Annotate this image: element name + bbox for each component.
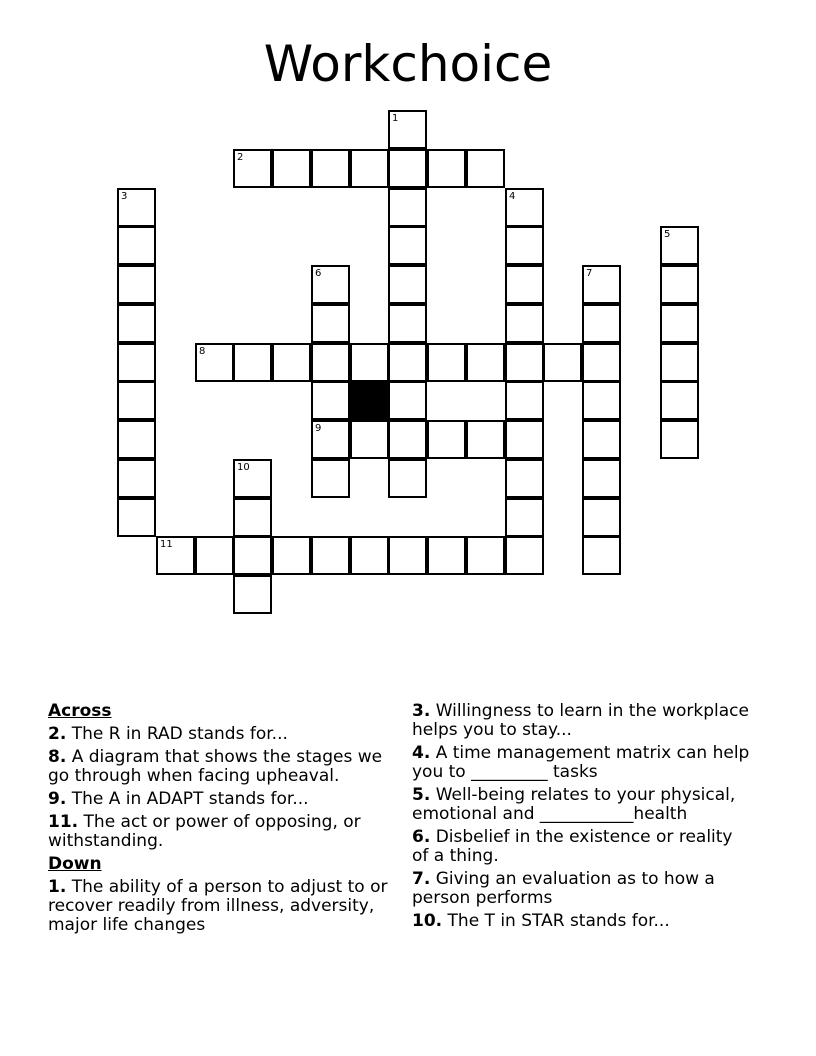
grid-cell[interactable] — [505, 420, 544, 459]
clue-number: 3. — [412, 701, 431, 721]
grid-cell[interactable] — [505, 343, 544, 382]
grid-cell[interactable] — [660, 420, 699, 459]
grid-cell[interactable] — [350, 149, 389, 188]
grid-cell[interactable] — [582, 265, 621, 304]
clues-column-right — [412, 702, 752, 935]
grid-cell[interactable] — [388, 420, 427, 459]
clue-text: Giving an evaluation as to how a person performs — [412, 869, 715, 908]
grid-cell[interactable] — [466, 343, 505, 382]
clue-number: 11. — [48, 812, 79, 832]
grid-cell[interactable] — [311, 149, 350, 188]
grid-cell[interactable] — [156, 536, 195, 575]
grid-cell[interactable] — [117, 226, 156, 265]
grid-cell[interactable] — [466, 149, 505, 188]
grid-cell[interactable] — [582, 304, 621, 343]
clue-text: Willingness to learn in the workplace helps you to stay... — [412, 701, 749, 740]
clue-text: The T in STAR stands for... — [442, 911, 670, 931]
grid-cell[interactable] — [388, 536, 427, 575]
grid-cell[interactable] — [427, 420, 466, 459]
grid-cell[interactable] — [466, 420, 505, 459]
grid-cell[interactable] — [505, 226, 544, 265]
grid-cell[interactable] — [272, 149, 311, 188]
grid-cell[interactable] — [582, 498, 621, 537]
clue-text: Well-being relates to your physical, emotional and ___________health — [412, 785, 736, 824]
grid-cell[interactable] — [505, 536, 544, 575]
grid-cell[interactable] — [195, 536, 234, 575]
clue-across-8 — [48, 748, 388, 786]
grid-cell[interactable] — [117, 304, 156, 343]
grid-cell[interactable] — [505, 381, 544, 420]
grid-cell[interactable] — [582, 420, 621, 459]
grid-cell[interactable] — [233, 575, 272, 614]
grid-cell[interactable] — [505, 188, 544, 227]
grid-cell[interactable] — [388, 459, 427, 498]
grid-cell[interactable] — [505, 265, 544, 304]
grid-cell[interactable] — [660, 226, 699, 265]
grid-cell[interactable] — [233, 149, 272, 188]
grid-cell[interactable] — [272, 343, 311, 382]
clue-number: 10. — [412, 911, 443, 931]
clue-number-label: 2 — [237, 152, 244, 163]
clue-down-6 — [412, 828, 752, 866]
page-title: Workchoice — [263, 35, 553, 93]
clue-number-label: 7 — [586, 268, 593, 279]
clue-down-1 — [48, 878, 388, 935]
grid-cell[interactable] — [388, 226, 427, 265]
grid-cell[interactable] — [582, 459, 621, 498]
clue-number: 4. — [412, 743, 431, 763]
clue-number: 1. — [48, 877, 67, 897]
clue-number-label: 6 — [315, 268, 322, 279]
clue-number: 9. — [48, 789, 67, 809]
clue-number-label: 9 — [315, 423, 322, 434]
clue-number-label: 10 — [237, 462, 250, 473]
clue-number: 7. — [412, 869, 431, 889]
grid-cell[interactable] — [543, 343, 582, 382]
clue-text: The ability of a person to adjust to or recover readily from illness, adversity, major life changes — [48, 877, 388, 935]
grid-cell[interactable] — [117, 459, 156, 498]
clue-text: The act or power of opposing, or withstanding. — [48, 812, 361, 851]
grid-cell[interactable] — [117, 381, 156, 420]
clue-across-11 — [48, 813, 388, 851]
clues-column-left — [48, 702, 388, 939]
grid-cell[interactable] — [117, 420, 156, 459]
grid-cell[interactable] — [660, 381, 699, 420]
clue-down-7 — [412, 870, 752, 908]
clue-number-label: 3 — [121, 191, 128, 202]
grid-cell[interactable] — [117, 265, 156, 304]
grid-cell[interactable] — [388, 381, 427, 420]
grid-cell[interactable] — [311, 420, 350, 459]
grid-cell[interactable] — [311, 343, 350, 382]
clue-number: 5. — [412, 785, 431, 805]
clue-across-9 — [48, 790, 388, 809]
clue-down-10 — [412, 912, 752, 931]
clue-number: 8. — [48, 747, 67, 767]
grid-cell[interactable] — [350, 420, 389, 459]
grid-cell[interactable] — [660, 265, 699, 304]
grid-cell[interactable] — [233, 536, 272, 575]
grid-cell[interactable] — [388, 149, 427, 188]
clue-text: The R in RAD stands for... — [66, 724, 288, 744]
clue-number-label: 8 — [199, 346, 206, 357]
grid-cell[interactable] — [311, 381, 350, 420]
grid-cell[interactable] — [660, 343, 699, 382]
grid-cell[interactable] — [582, 343, 621, 382]
grid-cell[interactable] — [272, 536, 311, 575]
grid-cell[interactable] — [311, 265, 350, 304]
black-cell — [350, 381, 389, 420]
grid-cell[interactable] — [233, 498, 272, 537]
grid-cell[interactable] — [311, 304, 350, 343]
grid-cell[interactable] — [582, 381, 621, 420]
grid-cell[interactable] — [582, 536, 621, 575]
grid-cell[interactable] — [117, 188, 156, 227]
grid-cell[interactable] — [117, 343, 156, 382]
grid-cell[interactable] — [388, 265, 427, 304]
grid-cell[interactable] — [388, 304, 427, 343]
down-heading: Down — [48, 854, 102, 874]
grid-cell[interactable] — [233, 343, 272, 382]
across-heading: Across — [48, 701, 112, 721]
clue-text: A diagram that shows the stages we go through when facing upheaval. — [48, 747, 383, 786]
clue-down-3 — [412, 702, 752, 740]
grid-cell[interactable] — [660, 304, 699, 343]
clue-down-5 — [412, 786, 752, 824]
clue-number-label: 11 — [160, 539, 173, 550]
grid-cell[interactable] — [117, 498, 156, 537]
clue-across-2 — [48, 725, 388, 744]
clue-number-label: 1 — [392, 113, 399, 124]
grid-cell[interactable] — [505, 459, 544, 498]
grid-cell[interactable] — [311, 459, 350, 498]
clue-text: The A in ADAPT stands for... — [66, 789, 309, 809]
grid-cell[interactable] — [195, 343, 234, 382]
clue-number: 2. — [48, 724, 67, 744]
clue-number-label: 4 — [509, 191, 516, 202]
grid-cell[interactable] — [233, 459, 272, 498]
grid-cell[interactable] — [388, 110, 427, 149]
grid-cell[interactable] — [427, 149, 466, 188]
grid-cell[interactable] — [311, 536, 350, 575]
grid-cell[interactable] — [427, 536, 466, 575]
grid-cell[interactable] — [427, 343, 466, 382]
grid-cell[interactable] — [505, 498, 544, 537]
grid-cell[interactable] — [350, 536, 389, 575]
clue-number-label: 5 — [664, 229, 671, 240]
clue-number: 6. — [412, 827, 431, 847]
grid-cell[interactable] — [505, 304, 544, 343]
clue-text: Disbelief in the existence or reality of a thing. — [412, 827, 733, 866]
grid-cell[interactable] — [388, 343, 427, 382]
grid-cell[interactable] — [466, 536, 505, 575]
clue-down-4 — [412, 744, 752, 782]
grid-cell[interactable] — [350, 343, 389, 382]
clue-text: A time management matrix can help you to _________ tasks — [412, 743, 750, 782]
grid-cell[interactable] — [388, 188, 427, 227]
